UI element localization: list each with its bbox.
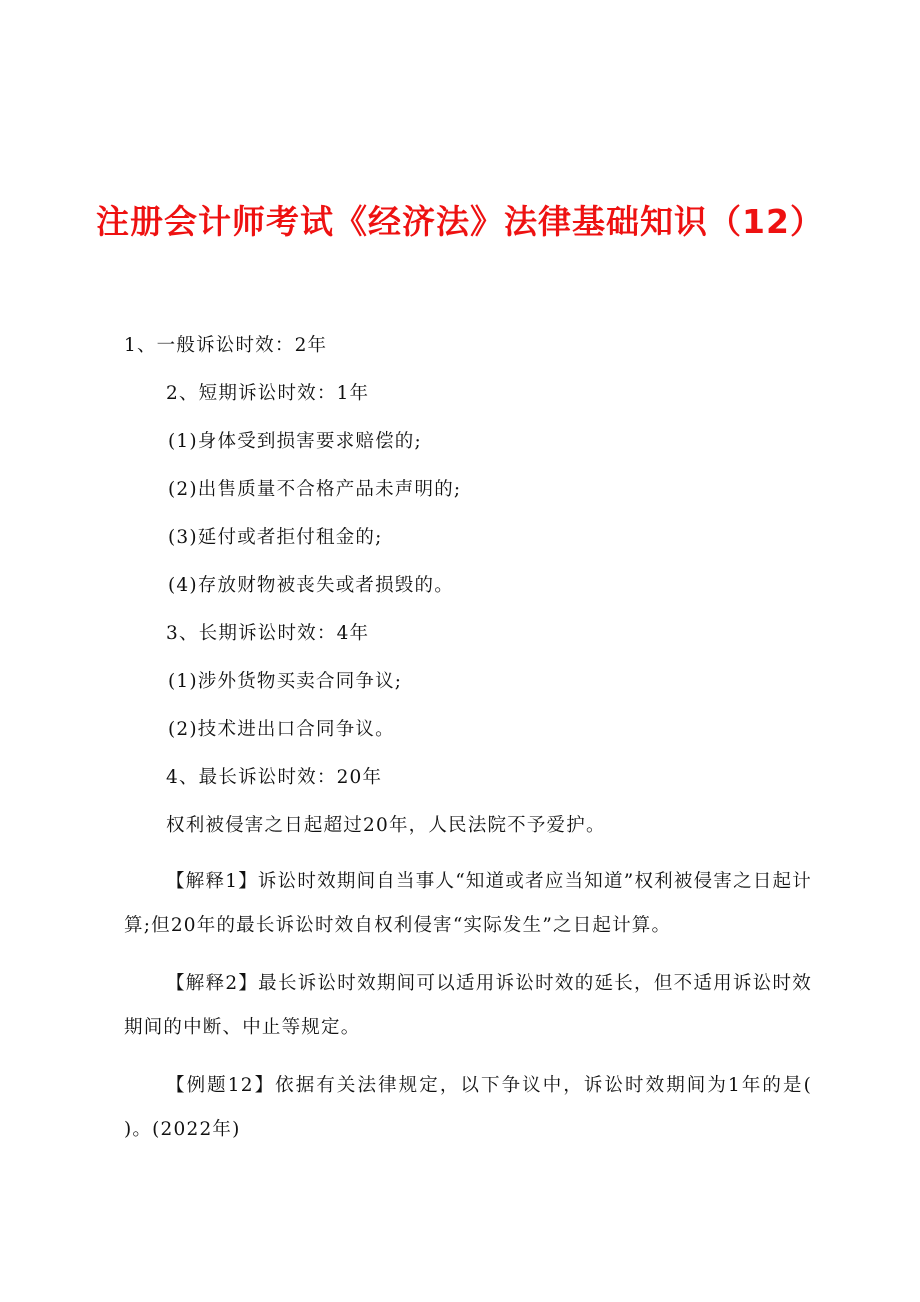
document-title: 注册会计师考试《经济法》法律基础知识（12）	[96, 202, 824, 241]
list-item: (4)存放财物被丧失或者损毁的。	[168, 575, 454, 596]
list-item: (2)技术进出口合同争议。	[168, 719, 395, 740]
example-question-paragraph: 【例题12】依据有关法律规定，以下争议中，诉讼时效期间为1年的是( )。(2022年)	[124, 1075, 812, 1140]
explanation-paragraph-2: 【解释2】最长诉讼时效期间可以适用诉讼时效的延长，但不适用诉讼时效期间的中断、中止等规定。	[124, 973, 812, 1038]
list-item: (1)身体受到损害要求赔偿的;	[168, 431, 422, 452]
list-item: (3)延付或者拒付租金的;	[168, 527, 383, 548]
text-line-short-limitation: 2、短期诉讼时效：1年	[166, 383, 370, 404]
text-line-protection-note: 权利被侵害之日起超过20年，人民法院不予爱护。	[166, 815, 606, 836]
explanation-paragraph-1: 【解释1】诉讼时效期间自当事人“知道或者应当知道”权利被侵害之日起计算;但20年的最长诉讼时效自权利侵害“实际发生”之日起计算。	[124, 871, 812, 936]
list-item: (2)出售质量不合格产品未声明的;	[168, 479, 462, 500]
text-line-max-limitation: 4、最长诉讼时效：20年	[166, 767, 383, 788]
text-line-long-limitation: 3、长期诉讼时效：4年	[166, 623, 370, 644]
text-line-general-limitation: 1、一般诉讼时效：2年	[124, 335, 328, 356]
list-item: (1)涉外货物买卖合同争议;	[168, 671, 403, 692]
document-body	[124, 330, 812, 1166]
